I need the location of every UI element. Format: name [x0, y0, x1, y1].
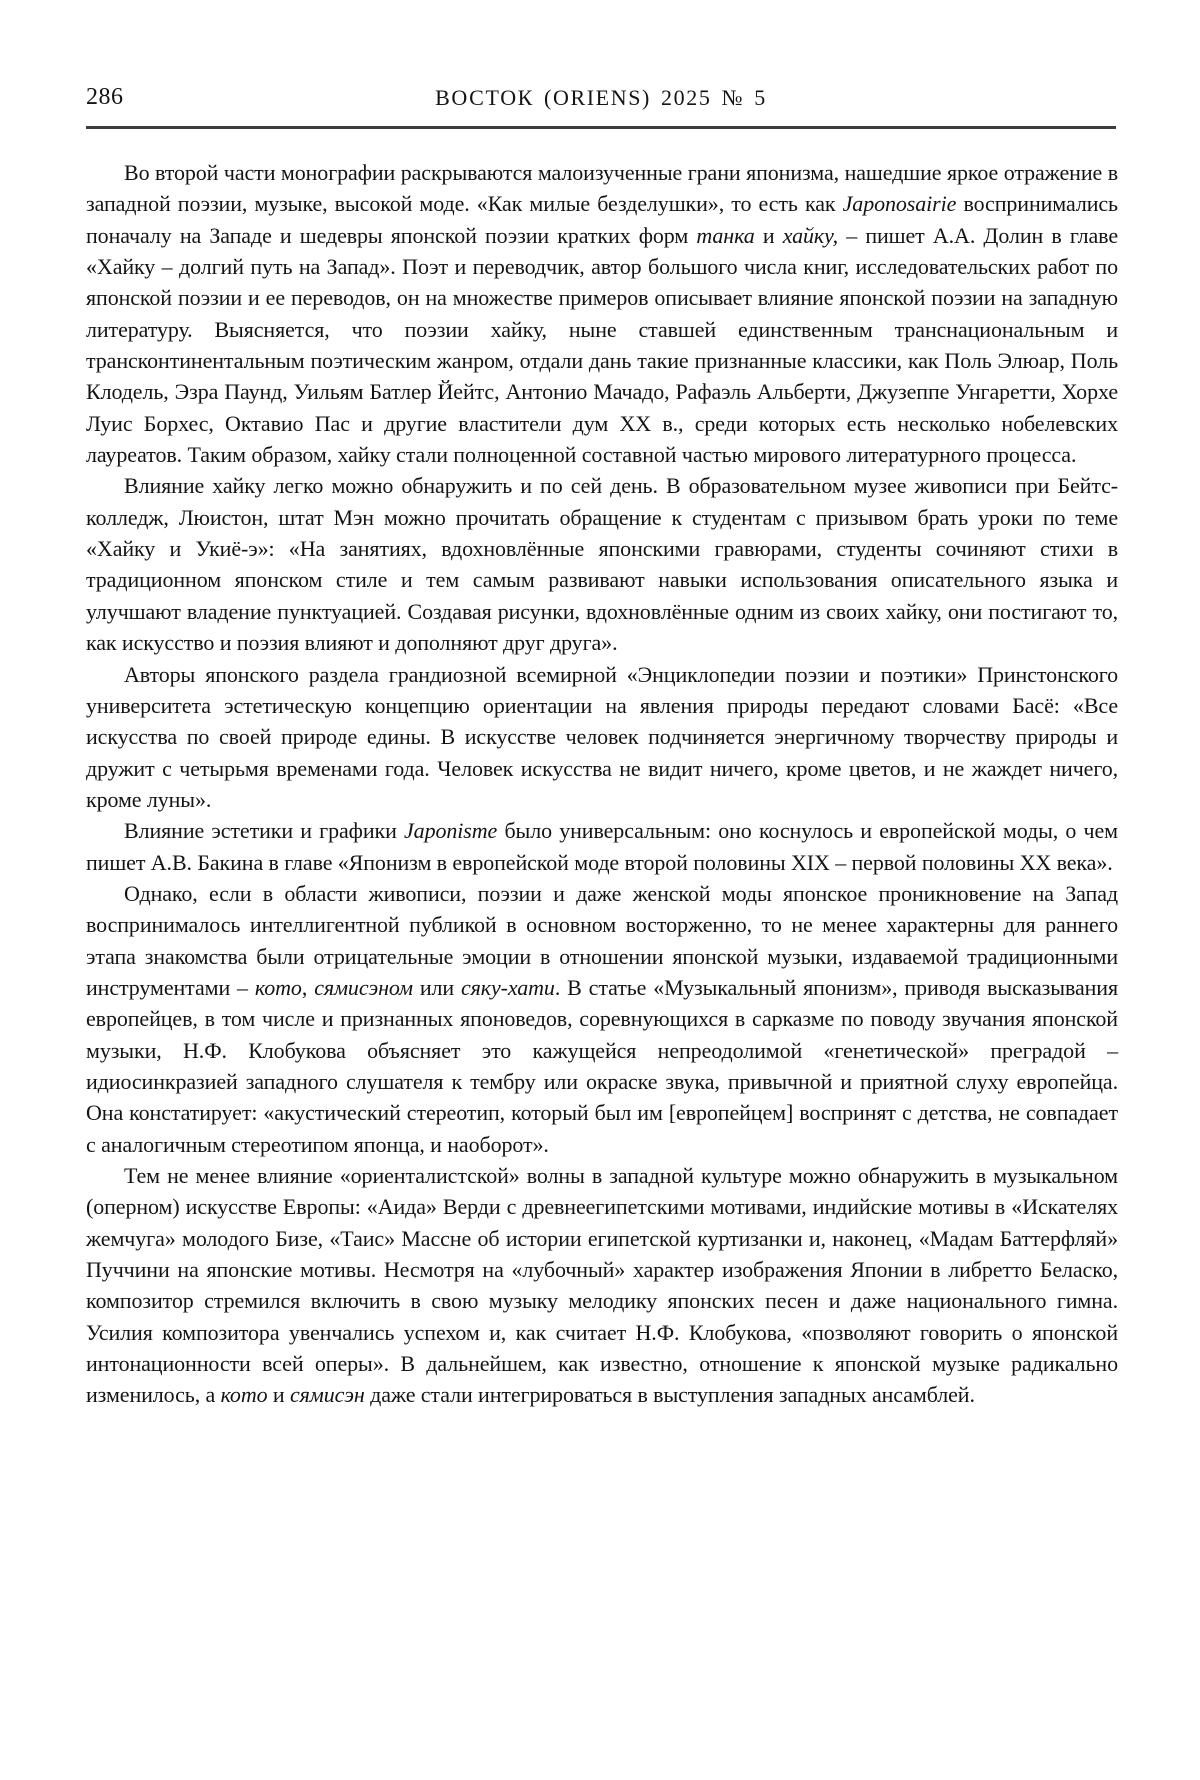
text-run: Однако, если в области живописи, поэзии и даже женской моды японское проникновение на Запад воспринималось интеллигентной публикой в основном восторженно, то не менее характерны для раннего этапа знакомства были отрицательные эмоции в отношении японской музыки, издаваемой традиционными инструментами – — [86, 880, 1118, 1000]
italic-term: Japonosairie — [842, 191, 957, 217]
paragraph — [86, 878, 1118, 1160]
page-header — [86, 84, 1116, 114]
text-run: , — [301, 974, 315, 1000]
italic-term: хайку, — [782, 222, 839, 248]
text-run: и — [754, 222, 783, 248]
text-run: даже стали интегрироваться в выступления западных ансамблей. — [364, 1382, 975, 1408]
italic-term: сяку-хати — [461, 974, 555, 1000]
page-number: 286 — [86, 84, 124, 110]
italic-term: сямисэном — [314, 974, 413, 1000]
journal-header: ВОСТОК (ORIENS) 2025 № 5 — [435, 85, 767, 110]
header-rule — [86, 126, 1116, 129]
text-run: . В статье «Музыкальный японизм», приводя высказывания европейцев, в том числе и признанных японоведов, соревнующихся в сарказме по поводу звучания японской музыки, Н.Ф. Клобукова объясняет это кажущейся непреодолимой «генетической» преградой – идиосинкразией западного слушателя к тембру или окраске звука, привычной и приятной слуху европейца. Она констатирует: «акустический стереотип, который был им [европейцем] воспринят с детства, не совпадает с аналогичным стереотипом японца, и наоборот». — [86, 974, 1118, 1157]
text-run: – пишет А.А. Долин в главе «Хайку – долгий путь на Запад». Поэт и переводчик, автор большого числа книг, исследовательских работ по японской поэзии и ее переводов, он на множестве примеров описывает влияние японской поэзии на западную литературу. Выясняется, что поэзии хайку, ныне ставшей единственным транснациональным и трансконтинентальным поэтическим жанром, отдали дань такие признанные классики, как Поль Элюар, Поль Клодель, Эзра Паунд, Уильям Батлер Йейтс, Антонио Мачадо, Рафаэль Альберти, Джузеппе Унгаретти, Хорхе Луис Борхес, Октавио Пас и другие властители дум XX в., среди которых есть несколько нобелевских лауреатов. Таким образом, хайку стали полноценной составной частью мирового литературного процесса. — [86, 222, 1118, 468]
text-run: было универсальным: оно коснулось и европейской моды, о чем пишет А.В. Бакина в главе «Японизм в европейской моде второй половины XIX – первой половины XX века». — [86, 818, 1118, 875]
paragraph — [86, 470, 1118, 658]
article-body — [86, 157, 1118, 1411]
italic-term: Japonisme — [404, 818, 498, 844]
italic-term: кото — [220, 1382, 268, 1408]
italic-term: сямисэн — [290, 1382, 365, 1408]
paragraph — [86, 815, 1118, 878]
paragraph — [86, 1160, 1118, 1411]
text-run: или — [412, 974, 461, 1000]
text-run: Тем не менее влияние «ориенталистской» волны в западной культуре можно обнаружить в музыкальном (оперном) искусстве Европы: «Аида» Верди с древнеегипетскими мотивами, индийские мотивы в «Искателях жемчуга» молодого Бизе, «Таис» Массне об истории египетской куртизанки и, наконец, «Мадам Баттерфляй» Пуччини на японские мотивы. Несмотря на «лубочный» характер изображения Японии в либретто Беласко, композитор стремился включить в свою музыку мелодику японских песен и даже национального гимна. Усилия композитора увенчались успехом и, как считает Н.Ф. Клобукова, «позволяют говорить о японской интонационности всей оперы». В дальнейшем, как известно, отношение к японской музыке радикально изменилось, а — [86, 1163, 1118, 1408]
italic-term: кото — [254, 974, 302, 1000]
text-run: и — [267, 1382, 291, 1408]
text-run: Авторы японского раздела грандиозной всемирной «Энциклопедии поэзии и поэтики» Принстонского университета эстетическую концепцию ориентации на явления природы передают словами Басё: «Все искусства по своей природе едины. В искусстве человек подчиняется энергичному творчеству природы и дружит с четырьмя временами года. Человек искусства не видит ничего, кроме цветов, и не жаждет ничего, кроме луны». — [86, 661, 1118, 812]
text-run: воспринимались поначалу на Западе и шедевры японской поэзии кратких форм — [86, 191, 1118, 248]
paragraph — [86, 659, 1118, 816]
text-run: Влияние хайку легко можно обнаружить и по сей день. В образовательном музее живописи при Бейтс-колледж, Люистон, штат Мэн можно прочитать обращение к студентам с призывом брать уроки по теме «Хайку и Укиё-э»: «На занятиях, вдохновлённые японскими гравюрами, студенты сочиняют стихи в традиционном японском стиле и тем самым развивают навыки использования описательного языка и улучшают владение пунктуацией. Создавая рисунки, вдохновлённые одним из своих хайку, они постигают то, как искусство и поэзия влияют и дополняют друг друга». — [86, 473, 1118, 656]
italic-term: танка — [696, 222, 755, 248]
text-run: Влияние эстетики и графики — [124, 818, 404, 844]
text-run: Во второй части монографии раскрываются малоизученные грани японизма, нашедшие яркое отражение в западной поэзии, музыке, высокой моде. «Как милые безделушки», то есть как — [86, 160, 1118, 217]
paragraph — [86, 157, 1118, 470]
